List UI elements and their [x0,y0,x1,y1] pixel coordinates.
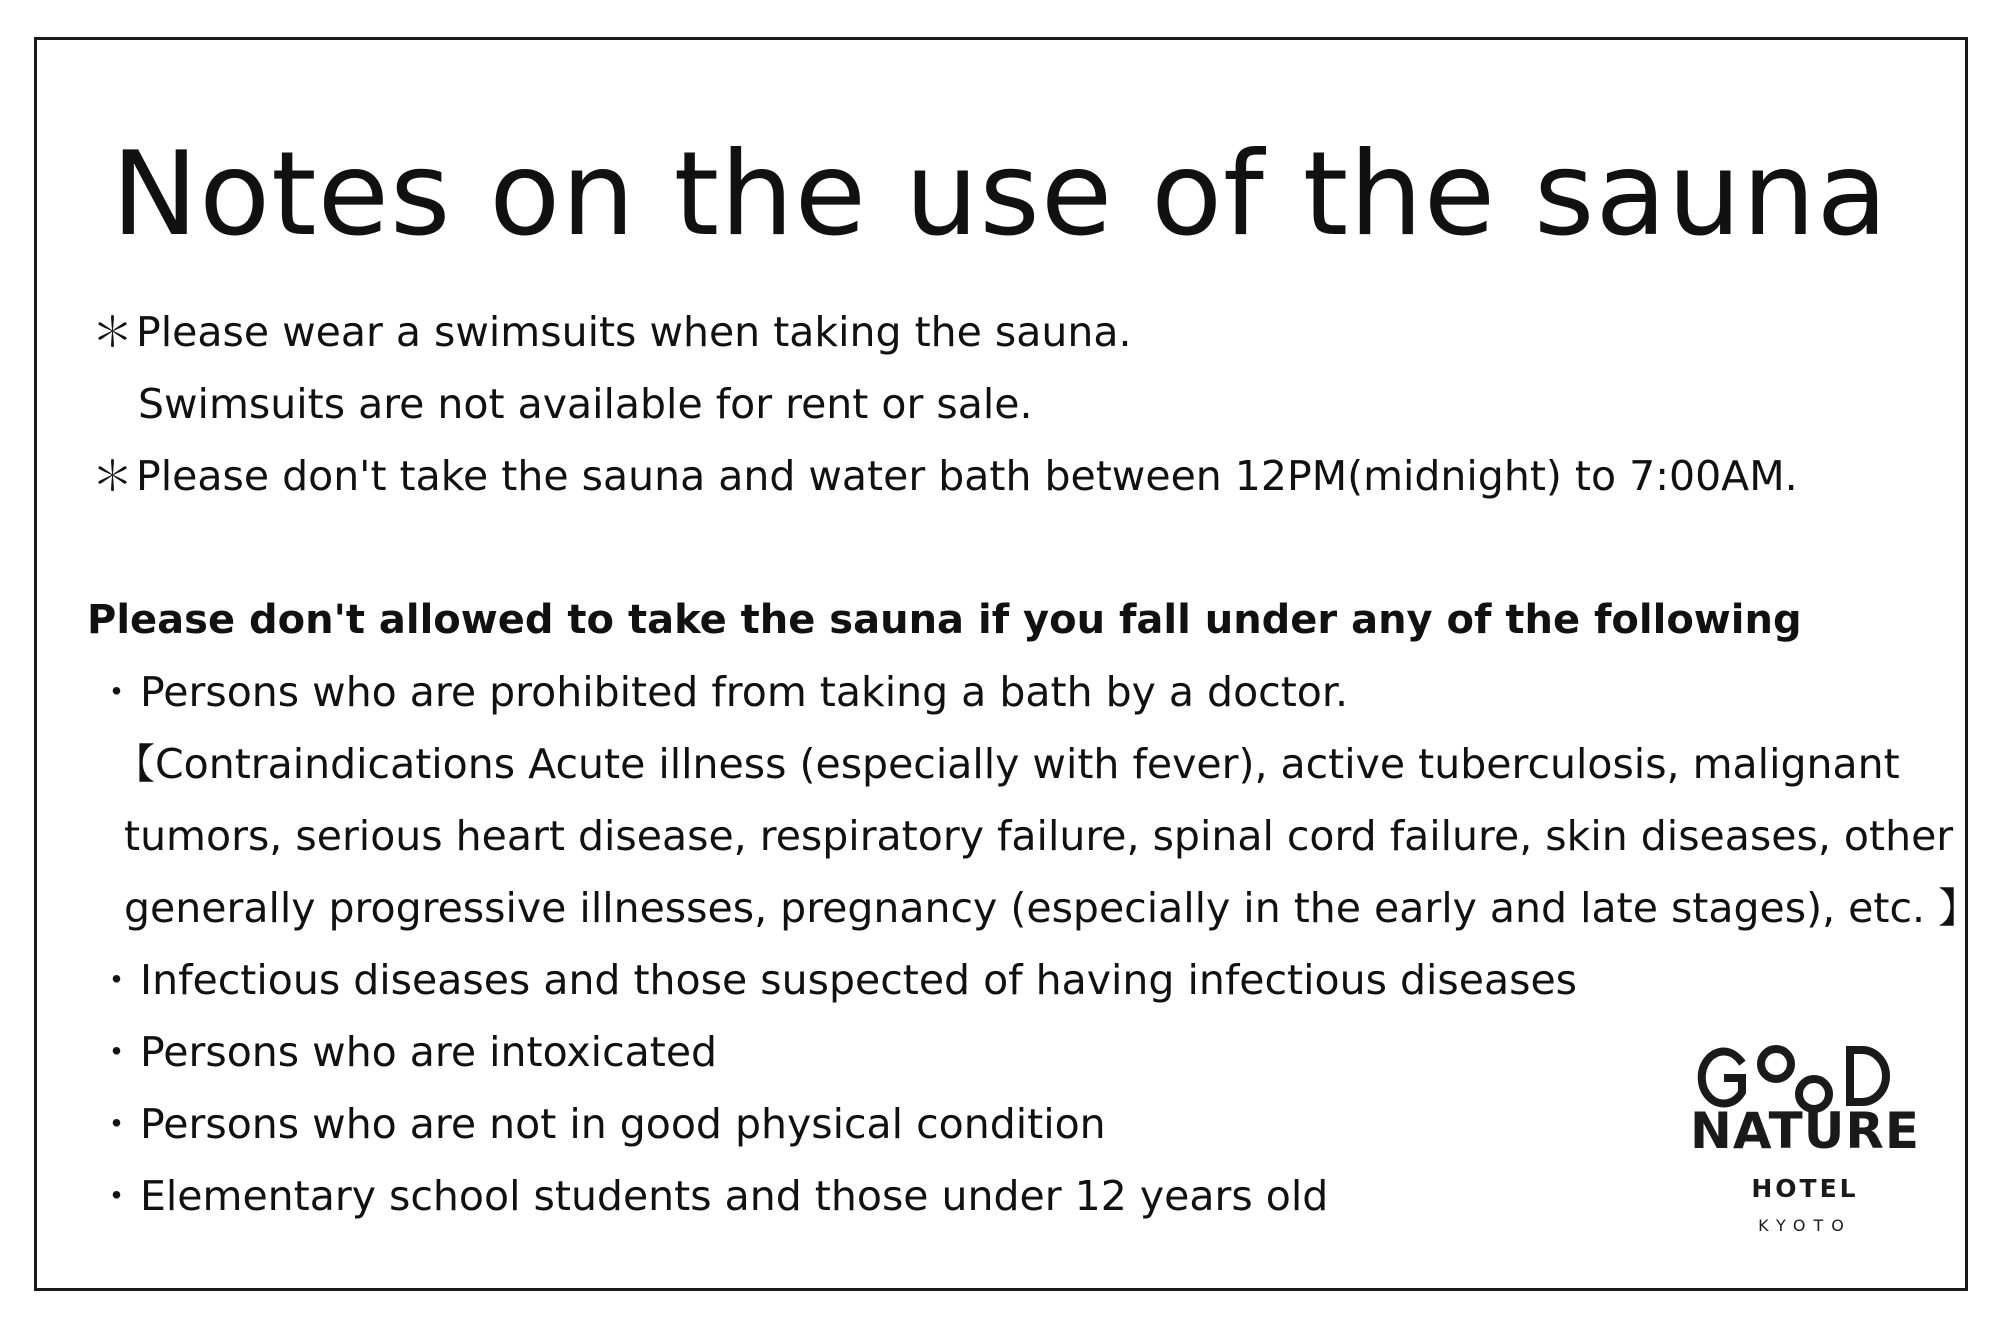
contraindications-line-2: tumors, serious heart disease, respiratory failure, spinal cord failure, skin diseases, other [124,812,1954,860]
restriction-item: ・Elementary school students and those under 12 years old [96,1168,1328,1224]
note-1-line-2: Swimsuits are not available for rent or sale. [138,380,1033,428]
restriction-item: ・Persons who are intoxicated [96,1024,717,1080]
contraindications-line-1: 【Contraindications Acute illness (especially with fever), active tuberculosis, malignant [114,740,1900,788]
restrictions-heading: Please don't allowed to take the sauna if you fall under any of the following [87,597,1802,643]
logo-hotel: HOTEL [1751,1174,1859,1203]
bullet-icon: ・ [96,1100,137,1148]
logo-nature: NATURE [1690,1102,1921,1160]
bullet-icon: ・ [96,956,137,1004]
page-title: Notes on the use of the sauna [111,127,1889,262]
asterisk-icon: ＊ [92,308,133,356]
bullet-icon: ・ [96,1172,137,1220]
bullet-icon: ・ [96,1028,137,1076]
note-1-line-1: ＊Please wear a swimsuits when taking the sauna. [92,304,1132,360]
contraindications-line-3: generally progressive illnesses, pregnancy (especially in the early and late stages), etc. 】 [124,884,1980,932]
restriction-item: ・Infectious diseases and those suspected of having infectious diseases [96,952,1577,1008]
restriction-item: ・Persons who are prohibited from taking a bath by a doctor. [96,664,1348,720]
logo-kyoto: KYOTO [1758,1216,1852,1235]
asterisk-icon: ＊ [92,452,133,500]
restriction-item: ・Persons who are not in good physical condition [96,1096,1106,1152]
note-2-line-1: ＊Please don't take the sauna and water bath between 12PM(midnight) to 7:00AM. [92,448,1798,504]
hotel-logo [1690,1030,1920,1240]
bullet-icon: ・ [96,668,137,716]
